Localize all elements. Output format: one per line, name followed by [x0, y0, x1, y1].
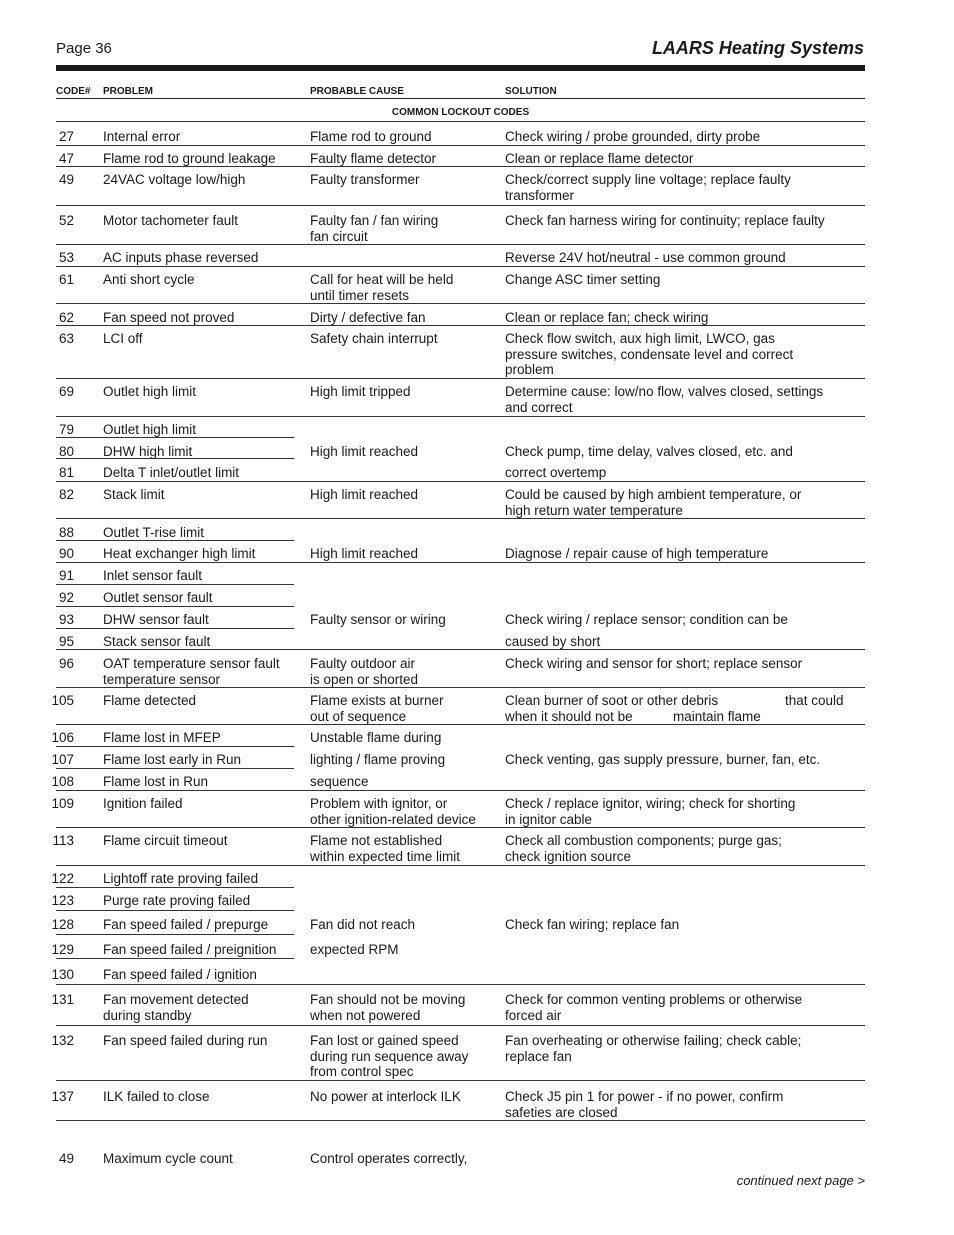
row-divider	[56, 584, 294, 585]
probable-cause: High limit tripped	[310, 384, 411, 399]
row-code: 108	[51, 774, 74, 789]
probable-cause: Control operates correctly,	[310, 1151, 468, 1166]
row-code: 107	[51, 752, 74, 767]
row-code: 47	[58, 151, 74, 166]
probable-cause: Dirty / defective fan	[310, 310, 426, 325]
row-divider	[56, 303, 865, 304]
row-problem: Outlet high limit	[103, 384, 197, 399]
row-divider	[56, 266, 865, 267]
row-divider	[56, 628, 294, 629]
row-divider	[56, 437, 294, 438]
row-divider	[56, 1080, 865, 1081]
solution-text: Check flow switch, aux high limit, LWCO, gas pressure switches, condensate level and correct problem	[505, 331, 794, 377]
solution-text: Clean or replace flame detector	[505, 151, 694, 166]
probable-cause: Fan should not be moving when not powered	[310, 992, 466, 1023]
row-divider	[56, 121, 865, 122]
row-code: 113	[52, 833, 74, 848]
probable-cause: Call for heat will be held until timer resets	[310, 272, 454, 303]
row-divider	[56, 827, 865, 828]
probable-cause: Flame exists at burner out of sequence	[310, 693, 444, 724]
row-divider	[56, 416, 865, 417]
row-code: 88	[58, 525, 74, 540]
solution-text: Reverse 24V hot/neutral - use common ground	[505, 250, 786, 265]
row-code: 62	[58, 310, 74, 325]
row-code: 105	[51, 693, 74, 708]
row-code: 122	[51, 871, 74, 886]
row-divider	[56, 458, 294, 459]
solution-text: Check venting, gas supply pressure, burner, fan, etc.	[505, 752, 821, 767]
probable-cause: Unstable flame during	[310, 730, 442, 745]
row-divider	[56, 518, 865, 519]
row-code: 96	[58, 656, 74, 671]
row-problem: Fan speed failed / preignition	[103, 942, 277, 957]
row-problem: Outlet high limit	[103, 422, 197, 437]
row-problem: Delta T inlet/outlet limit	[103, 465, 240, 480]
row-code: 81	[58, 465, 74, 480]
col-header-code: CODE#	[56, 86, 91, 97]
solution-text: maintain flame	[673, 709, 761, 724]
row-divider	[56, 1025, 865, 1026]
row-divider	[56, 606, 294, 607]
row-problem: Flame rod to ground leakage	[103, 151, 276, 166]
brand-title: LAARS Heating Systems	[651, 38, 864, 58]
row-code: 63	[58, 331, 74, 346]
row-code: 91	[58, 568, 74, 583]
row-problem: Inlet sensor fault	[103, 568, 203, 583]
row-problem: Outlet T-rise limit	[103, 525, 205, 540]
solution-text: Fan overheating or otherwise failing; check cable; replace fan	[505, 1033, 802, 1064]
row-problem: DHW sensor fault	[103, 612, 209, 627]
solution-text: Change ASC timer setting	[505, 272, 661, 287]
probable-cause: Flame not established within expected time limit	[310, 833, 461, 864]
row-code: 52	[58, 213, 74, 228]
row-problem: Anti short cycle	[103, 272, 195, 287]
col-header-solution: SOLUTION	[505, 86, 557, 97]
row-problem: Flame detected	[103, 693, 197, 708]
solution-text: Check all combustion components; purge gas; check ignition source	[505, 833, 782, 864]
row-divider	[56, 1120, 865, 1121]
col-header-cause: PROBABLE CAUSE	[310, 86, 404, 97]
row-problem: Outlet sensor fault	[103, 590, 213, 605]
row-code: 49	[58, 1151, 74, 1166]
section-title: COMMON LOCKOUT CODES	[391, 107, 530, 118]
row-code: 129	[51, 942, 74, 957]
column-header-rule	[56, 98, 865, 99]
solution-text: Check wiring and sensor for short; replace sensor	[505, 656, 803, 671]
solution-text: Check wiring / probe grounded, dirty probe	[505, 129, 761, 144]
row-code: 137	[51, 1089, 74, 1104]
solution-text: Check/correct supply line voltage; replace faulty transformer	[505, 172, 791, 203]
solution-text: Clean or replace fan; check wiring	[505, 310, 709, 325]
row-problem: Fan speed failed / ignition	[103, 967, 257, 982]
row-problem: Flame lost in MFEP	[103, 730, 221, 745]
row-code: 95	[58, 634, 74, 649]
row-code: 79	[58, 422, 74, 437]
solution-text: that could	[785, 693, 844, 708]
row-problem: Flame circuit timeout	[103, 833, 228, 848]
probable-cause: Faulty outdoor air is open or shorted	[310, 656, 419, 687]
row-code: 27	[58, 129, 74, 144]
row-divider	[56, 562, 865, 563]
solution-text: Check / replace ignitor, wiring; check for shorting in ignitor cable	[505, 796, 796, 827]
row-divider	[56, 887, 294, 888]
row-code: 92	[58, 590, 74, 605]
row-problem: Flame lost in Run	[103, 774, 209, 789]
solution-text: Check for common venting problems or otherwise forced air	[505, 992, 803, 1023]
solution-text: Determine cause: low/no flow, valves closed, settings and correct	[505, 384, 824, 415]
row-problem: Lightoff rate proving failed	[103, 871, 259, 886]
row-code: 128	[51, 917, 74, 932]
row-divider	[56, 790, 865, 791]
probable-cause: Flame rod to ground	[310, 129, 432, 144]
solution-text: Clean burner of soot or other debris when it should not be	[505, 693, 719, 724]
row-divider	[56, 724, 865, 725]
row-divider	[56, 244, 865, 245]
row-problem: Fan speed not proved	[103, 310, 235, 325]
solution-text: Could be caused by high ambient temperature, or high return water temperature	[505, 487, 802, 518]
probable-cause: High limit reached	[310, 546, 419, 561]
probable-cause: Faulty flame detector	[310, 151, 437, 166]
probable-cause: Fan lost or gained speed during run sequence away from control spec	[310, 1033, 469, 1079]
row-problem: Internal error	[103, 129, 181, 144]
row-problem: LCI off	[103, 331, 143, 346]
row-code: 123	[51, 893, 74, 908]
row-problem: Fan movement detected during standby	[103, 992, 249, 1023]
probable-cause: lighting / flame proving	[310, 752, 446, 767]
row-code: 49	[58, 172, 74, 187]
row-divider	[56, 746, 294, 747]
probable-cause: Problem with ignitor, or other ignition-related device	[310, 796, 476, 827]
solution-text: Check J5 pin 1 for power - if no power, confirm safeties are closed	[505, 1089, 784, 1120]
row-problem: Flame lost early in Run	[103, 752, 242, 767]
row-problem: Heat exchanger high limit	[103, 546, 256, 561]
row-divider	[56, 205, 865, 206]
probable-cause: expected RPM	[310, 942, 399, 957]
row-problem: AC inputs phase reversed	[103, 250, 259, 265]
probable-cause: High limit reached	[310, 487, 419, 502]
row-problem: OAT temperature sensor fault temperature sensor	[103, 656, 280, 687]
solution-text: Check wiring / replace sensor; condition can be	[505, 612, 788, 627]
probable-cause: sequence	[310, 774, 369, 789]
row-divider	[56, 378, 865, 379]
solution-text: caused by short	[505, 634, 601, 649]
row-divider	[56, 145, 865, 146]
solution-text: Diagnose / repair cause of high temperature	[505, 546, 769, 561]
continued-note: continued next page >	[736, 1173, 865, 1188]
solution-text: Check pump, time delay, valves closed, etc. and	[505, 444, 793, 459]
row-problem: Stack sensor fault	[103, 634, 211, 649]
row-problem: Ignition failed	[103, 796, 183, 811]
row-problem: 24VAC voltage low/high	[103, 172, 246, 187]
probable-cause: Safety chain interrupt	[310, 331, 438, 346]
header-rule	[56, 65, 865, 71]
row-problem: ILK failed to close	[103, 1089, 210, 1104]
row-problem: DHW high limit	[103, 444, 193, 459]
row-divider	[56, 687, 865, 688]
probable-cause: No power at interlock ILK	[310, 1089, 461, 1104]
row-divider	[56, 540, 294, 541]
row-code: 61	[58, 272, 74, 287]
row-divider	[56, 166, 865, 167]
row-problem: Stack limit	[103, 487, 165, 502]
row-problem: Maximum cycle count	[103, 1151, 233, 1166]
solution-text: Check fan wiring; replace fan	[505, 917, 680, 932]
row-divider	[56, 958, 294, 959]
row-code: 53	[58, 250, 74, 265]
solution-text: correct overtemp	[505, 465, 607, 480]
row-problem: Fan speed failed / prepurge	[103, 917, 269, 932]
row-code: 93	[58, 612, 74, 627]
row-divider	[56, 865, 865, 866]
row-code: 130	[51, 967, 74, 982]
row-code: 90	[58, 546, 74, 561]
row-code: 131	[51, 992, 74, 1007]
probable-cause: Fan did not reach	[310, 917, 416, 932]
row-code: 106	[51, 730, 74, 745]
row-code: 82	[58, 487, 74, 502]
probable-cause: Faulty fan / fan wiring fan circuit	[310, 213, 439, 244]
row-divider	[56, 910, 294, 911]
row-code: 80	[58, 444, 74, 459]
row-divider	[56, 481, 865, 482]
col-header-problem: PROBLEM	[103, 86, 153, 97]
page-number: Page 36	[56, 40, 112, 57]
probable-cause: High limit reached	[310, 444, 419, 459]
row-code: 69	[58, 384, 74, 399]
row-problem: Fan speed failed during run	[103, 1033, 268, 1048]
row-divider	[56, 768, 294, 769]
probable-cause: Faulty sensor or wiring	[310, 612, 446, 627]
row-divider	[56, 984, 865, 985]
row-problem: Motor tachometer fault	[103, 213, 239, 228]
probable-cause: Faulty transformer	[310, 172, 420, 187]
row-divider	[56, 325, 865, 326]
row-code: 132	[51, 1033, 74, 1048]
row-divider	[56, 649, 865, 650]
row-code: 109	[51, 796, 74, 811]
row-problem: Purge rate proving failed	[103, 893, 251, 908]
solution-text: Check fan harness wiring for continuity; replace faulty	[505, 213, 825, 228]
row-divider	[56, 934, 294, 935]
